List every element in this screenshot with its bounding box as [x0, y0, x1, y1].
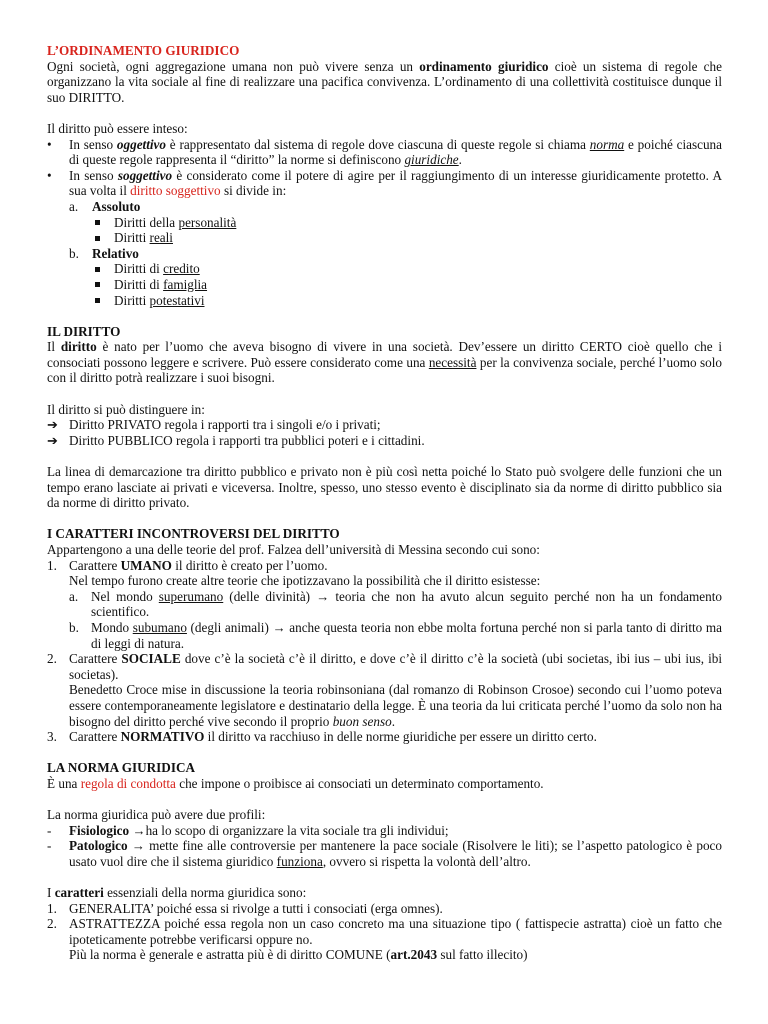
- arrow-item-pubblico: ➔ Diritto PUBBLICO regola i rapporti tra pubblici poteri e i cittadini.: [47, 432, 425, 448]
- bullet-icon: •: [47, 136, 52, 152]
- bullet-soggettivo: • In senso soggettivo è considerato come il potere di agire per il raggiungimento di un interesse giuridicamente protetto. A sua volta il diritto soggettivo si divide in:: [47, 167, 722, 199]
- arrow-right-icon: ➔: [47, 432, 59, 448]
- arrow-right-icon: ➔: [47, 417, 59, 433]
- subitem-subumano: b. Mondo subumano (degli animali) → anche questa teoria non ebbe molta fortuna perché non si parla tanto di diritto ma di leggi di natura.: [69, 619, 722, 651]
- square-bullet-icon: [95, 267, 100, 272]
- paragraph-regola: È una regola di condotta che impone o proibisce ai consociati un determinato comportamento.: [47, 775, 544, 791]
- subgroup-relativo: b. Relativo: [69, 245, 139, 261]
- dash-item-fisiologico: - Fisiologico →ha lo scopo di organizzare la vita sociale tra gli individui;: [47, 822, 449, 838]
- list-item: Diritti di credito: [47, 261, 722, 277]
- section-title-norma: LA NORMA GIURIDICA: [47, 760, 196, 776]
- paragraph-demarcazione: La linea di demarcazione tra diritto pubblico e privato non è più così netta poiché lo Stato può svolgere delle funzioni che un tempo erano lasciate ai privati e viceversa. Inoltre, spesso, uno stesso evento è disciplinato sia da norme di diritto pubblico sia da norme di diritto privato.: [47, 464, 722, 511]
- paragraph-diritto: Il diritto è nato per l’uomo che aveva bisogno di vivere in una società. Dev’essere un diritto CERTO cioè quello che i consociati possono leggere e scrivere. Può essere considerato come una necessità per la convivenza sociale, perché l’uomo solo con il diritto potrà realizzare i suoi bisogni.: [47, 339, 722, 386]
- numbered-item-normativo: 3. Carattere NORMATIVO il diritto va racchiuso in delle norme giuridiche per essere un diritto certo.: [47, 729, 597, 745]
- paragraph-distinguere: Il diritto si può distinguere in:: [47, 401, 205, 417]
- subgroup-assoluto: a. Assoluto: [69, 198, 141, 214]
- subitem-superumano: a. Nel mondo superumano (delle divinità) → teoria che non ha avuto alcun seguito perché non ha un fondamento scientifico.: [69, 588, 722, 620]
- square-bullet-icon: [95, 282, 100, 287]
- arrow-item-privato: ➔ Diritto PRIVATO regola i rapporti tra i singoli e/o i privati;: [47, 417, 381, 433]
- bullet-icon: •: [47, 167, 52, 183]
- dash-item-patologico: - Patologico → mette fine alle controversie per mantenere la pace sociale (Risolvere le liti); se l’aspetto patologico è poco usato vuol dire che il sistema giuridico funziona, ovvero si rispetta la volontà dell’altro.: [47, 838, 722, 869]
- section-title-caratteri: I CARATTERI INCONTROVERSI DEL DIRITTO: [47, 526, 340, 542]
- section-title-diritto: IL DIRITTO: [47, 323, 121, 339]
- square-bullet-icon: [95, 220, 100, 225]
- section-title-ordinamento: L’ORDINAMENTO GIURIDICO: [47, 43, 240, 58]
- paragraph-caratteri-essenziali: I caratteri essenziali della norma giuridica sono:: [47, 885, 307, 901]
- list-item: Diritti della personalità: [47, 215, 722, 231]
- paragraph-inteso: Il diritto può essere inteso:: [47, 120, 188, 136]
- list-item: Diritti reali: [47, 230, 722, 246]
- paragraph-ordinamento-intro: Ogni società, ogni aggregazione umana non può vivere senza un ordinamento giuridico cioè un sistema di regole che organizzano la vita sociale al fine di realizzare una pacifica convivenza. L’ordinamento di una collettività costituisce dunque il suo DIRITTO.: [47, 58, 722, 105]
- list-item: Diritti potestativi: [47, 293, 722, 309]
- paragraph-falzea: Appartengono a una delle teorie del prof. Falzea dell’università di Messina secondo cui sono:: [47, 542, 540, 557]
- square-bullet-icon: [95, 298, 100, 303]
- list-item: Diritti di famiglia: [47, 277, 722, 293]
- document-page: [47, 43, 722, 963]
- numbered-item-umano: 1. Carattere UMANO il diritto è creato per l’uomo. Nel tempo furono create altre teorie che ipotizzavano la possibilità che il diritto esistesse: a. Nel mondo superumano (delle divinità) → teoria che non ha avuto alcun seguito perché non ha un fondamento scientifico. b. Mondo subumano (degli animali) → anche questa teoria non ebbe molta fortuna perché non si parla tanto di diritto ma di leggi di natura.: [47, 557, 722, 651]
- square-bullet-icon: [95, 236, 100, 241]
- numbered-item-sociale: 2. Carattere SOCIALE dove c’è la società c’è il diritto, e dove c’è il diritto c’è la società (ubi societas, ibi ius – ubi ius, ibi societas). Benedetto Croce mise in discussione la teoria robinsoniana (dal romanzo di Robinson Crosoe) secondo cui l’uomo poteva essere contemporaneamente legislatore e destinatario della legge. È una teoria da lui criticata perché l’uomo da solo non ha bisogno del diritto perché vive secondo il proprio buon senso.: [47, 651, 722, 729]
- paragraph-profili: La norma giuridica può avere due profili:: [47, 807, 266, 823]
- numbered-item-generalita: 1. GENERALITA’ poiché essa si rivolge a tutti i consociati (erga omnes).: [47, 900, 443, 916]
- bullet-oggettivo: • In senso oggettivo è rappresentato dal sistema di regole dove ciascuna di queste regole si chiama norma e poiché ciascuna di queste regole rappresenta il “diritto” la norme si definiscono giuridiche.: [47, 136, 723, 168]
- numbered-item-astrattezza: 2. ASTRATTEZZA poiché essa regola non un caso concreto ma una situazione tipo ( fattispecie astratta) cioè un fatto che ipoteticamente potrebbe verificarsi oppure no. Più la norma è generale e astratta più è di diritto COMUNE (art.2043 sul fatto illecito): [47, 916, 722, 963]
